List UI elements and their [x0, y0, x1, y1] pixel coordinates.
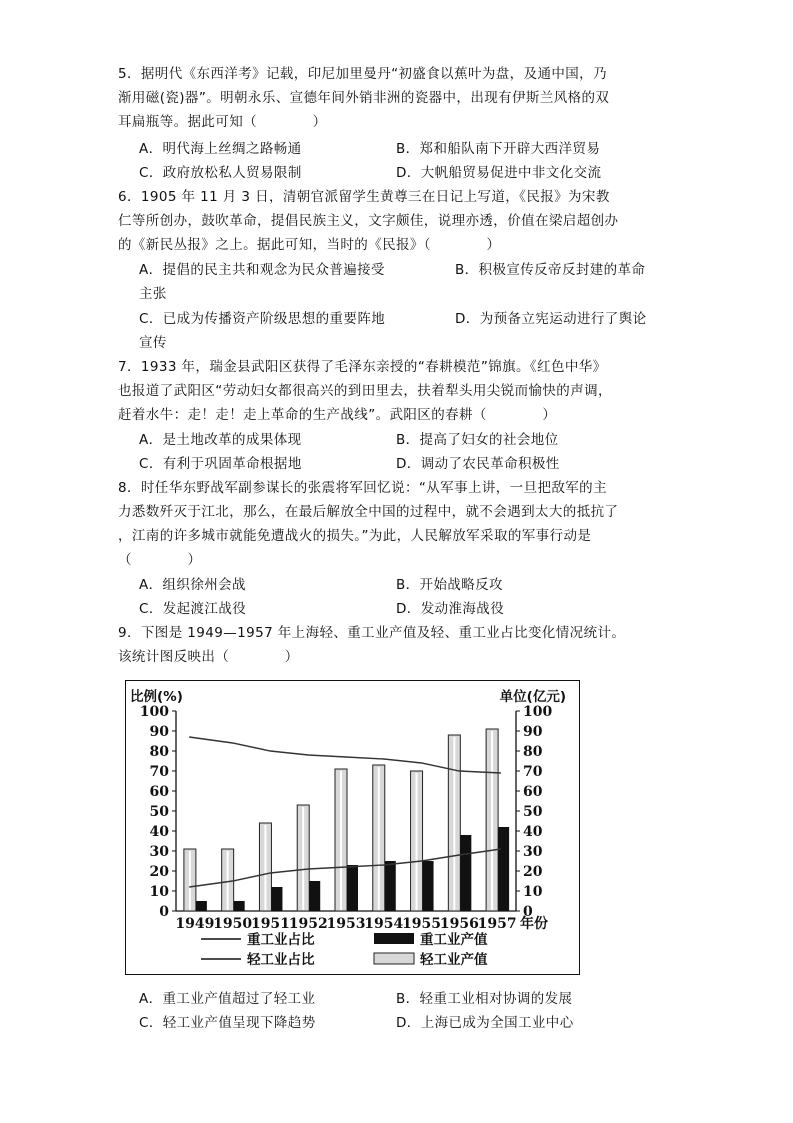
- left-tick-label: 40: [149, 824, 169, 840]
- q7-line-3: 赶着水牛：走！走！走上革命的生产战线”。武阳区的春耕（ ）: [118, 407, 557, 423]
- q7-option-d[interactable]: D．调动了农民革命积极性: [396, 456, 560, 472]
- q5-option-b[interactable]: B．郑和船队南下开辟大西洋贸易: [396, 141, 601, 157]
- right-tick-label: 30: [523, 844, 543, 860]
- heavy-industry-bar-1956: [460, 835, 471, 911]
- q8-option-d[interactable]: D．发动淮海战役: [396, 601, 505, 617]
- heavy-industry-bar-1957: [498, 827, 509, 911]
- right-tick-label: 80: [523, 744, 543, 760]
- heavy-industry-bar-1954: [385, 861, 396, 911]
- legend-light-bar-swatch: [374, 953, 414, 964]
- q9-option-a[interactable]: A．重工业产值超过了轻工业: [139, 991, 316, 1007]
- legend-dark-bar-swatch: [374, 933, 414, 944]
- q6-option-b[interactable]: B．积极宣传反帝反封建的革命: [455, 262, 646, 278]
- question-6-stem: [118, 185, 678, 257]
- left-axis-ticks: [140, 704, 176, 920]
- left-tick-label: 80: [149, 744, 169, 760]
- heavy-industry-bar-1955: [423, 861, 434, 911]
- right-axis-ticks: [516, 704, 552, 920]
- q6-options-row-1: [139, 258, 669, 302]
- x-tick-label: 1950: [213, 916, 253, 932]
- legend-label: 轻工业产值: [420, 952, 488, 968]
- left-axis-label: 比例(%): [130, 689, 183, 705]
- chart-legend: [201, 931, 488, 968]
- left-tick-label: 20: [149, 864, 169, 880]
- q8-option-b[interactable]: B．开始战略反攻: [396, 577, 503, 593]
- q8-option-a[interactable]: A．组织徐州会战: [139, 577, 246, 593]
- right-tick-label: 60: [523, 784, 543, 800]
- right-tick-label: 0: [523, 904, 533, 920]
- left-tick-label: 10: [149, 884, 169, 900]
- heavy-industry-bar-1951: [271, 887, 282, 911]
- left-tick-label: 60: [149, 784, 169, 800]
- x-tick-labels: [175, 916, 516, 932]
- left-tick-label: 30: [149, 844, 169, 860]
- question-5-stem: [118, 62, 678, 134]
- q9-line-2: 该统计图反映出（ ）: [118, 649, 299, 665]
- x-tick-label: 1955: [402, 916, 442, 932]
- q5-option-a[interactable]: A．明代海上丝绸之路畅通: [139, 141, 302, 157]
- left-tick-label: 50: [149, 804, 169, 820]
- left-tick-label: 70: [149, 764, 169, 780]
- q8-line-1: 8．时任华东野战军副参谋长的张震将军回忆说：“从军事上讲，一旦把敌军的主: [118, 480, 607, 496]
- q9-option-d[interactable]: D．上海已成为全国工业中心: [396, 1015, 574, 1031]
- q6-options-row-2: [139, 307, 669, 351]
- q9-line-1: 9．下图是 1949—1957 年上海轻、重工业产值及轻、重工业占比变化情况统计。: [118, 625, 626, 641]
- bar-series: [184, 729, 509, 911]
- q8-line-3: ，江南的许多城市就能免遭战火的损失。”为此，人民解放军采取的军事行动是: [118, 528, 592, 544]
- q9-option-c[interactable]: C．轻工业产值呈现下降趋势: [139, 1015, 316, 1031]
- q6-line-1: 6．1905 年 11 月 3 日，清朝官派留学生黄尊三在日记上写道，《民报》为宋教: [118, 189, 610, 205]
- q5-line-1: 5．据明代《东西洋考》记载，印尼加里曼丹“初盛食以蕉叶为盘，及通中国，乃: [118, 66, 607, 82]
- x-unit-label: 年份: [520, 916, 548, 932]
- right-tick-label: 90: [523, 724, 543, 740]
- left-tick-label: 0: [159, 904, 169, 920]
- legend-label: 轻工业占比: [247, 952, 315, 968]
- q6-option-d-continued[interactable]: 宣传: [139, 335, 167, 351]
- q6-line-2: 仁等所创办，鼓吹革命，提倡民族主义，文字颇佳，说理亦透，价值在梁启超创办: [118, 213, 619, 229]
- q7-option-b[interactable]: B．提高了妇女的社会地位: [396, 432, 559, 448]
- right-tick-label: 20: [523, 864, 543, 880]
- q8-line-4: （ ）: [118, 552, 202, 568]
- heavy-industry-bar-1952: [309, 881, 320, 911]
- q5-line-3: 耳扁瓶等。据此可知（ ）: [118, 114, 327, 130]
- q6-option-a[interactable]: A．提倡的民主共和观念为民众普遍接受: [139, 262, 385, 278]
- right-tick-label: 10: [523, 884, 543, 900]
- legend-label: 重工业占比: [247, 932, 315, 948]
- x-tick-label: 1954: [364, 916, 404, 932]
- left-tick-label: 90: [149, 724, 169, 740]
- q6-option-d[interactable]: D．为预备立宪运动进行了舆论: [455, 311, 647, 327]
- x-tick-label: 1952: [288, 916, 328, 932]
- heavy-industry-bar-1949: [196, 901, 207, 911]
- legend-label: 重工业产值: [420, 932, 488, 948]
- q6-line-3: 的《新民丛报》之上。据此可知，当时的《民报》（ ）: [118, 237, 501, 253]
- q7-line-1: 7．1933 年，瑞金县武阳区获得了毛泽东亲授的“春耕模范”锦旗。《红色中华》: [118, 359, 607, 375]
- x-tick-label: 1953: [326, 916, 366, 932]
- q7-option-a[interactable]: A．是土地改革的成果体现: [139, 432, 302, 448]
- x-tick-label: 1949: [175, 916, 215, 932]
- left-tick-label: 100: [139, 704, 169, 720]
- q5-option-d[interactable]: D．大帆船贸易促进中非文化交流: [396, 165, 602, 181]
- question-9-stem: [118, 621, 678, 669]
- q5-line-2: 渐用磁(瓷)器”。明朝永乐、宣德年间外销非洲的瓷器中，出现有伊斯兰风格的双: [118, 90, 610, 106]
- right-axis-label: 单位(亿元): [499, 689, 566, 705]
- question-8-stem: [118, 476, 678, 572]
- chart-svg: [126, 681, 579, 974]
- q6-option-b-continued[interactable]: 主张: [139, 286, 167, 302]
- q6-option-c[interactable]: C．已成为传播资产阶级思想的重要阵地: [139, 311, 386, 327]
- heavy-industry-bar-1950: [234, 901, 245, 911]
- x-tick-label: 1957: [477, 916, 517, 932]
- right-tick-label: 70: [523, 764, 543, 780]
- x-tick-label: 1951: [250, 916, 290, 932]
- q7-line-2: 也报道了武阳区“劳动妇女都很高兴的到田里去，扶着犁头用尖锐而愉快的声调，: [118, 383, 612, 399]
- q7-option-c[interactable]: C．有利于巩固革命根据地: [139, 456, 302, 472]
- q5-option-c[interactable]: C．政府放松私人贸易限制: [139, 165, 302, 181]
- x-tick-label: 1956: [439, 916, 479, 932]
- question-7-stem: [118, 355, 678, 427]
- q8-option-c[interactable]: C．发起渡江战役: [139, 601, 247, 617]
- right-tick-label: 50: [523, 804, 543, 820]
- q9-option-b[interactable]: B．轻重工业相对协调的发展: [396, 991, 573, 1007]
- q8-line-2: 力悉数歼灭于江北，那么，在最后解放全中国的过程中，就不会遇到太大的抵抗了: [118, 504, 619, 520]
- heavy-industry-bar-1953: [347, 865, 358, 911]
- industry-chart: [125, 680, 580, 975]
- right-tick-label: 100: [523, 704, 553, 720]
- right-tick-label: 40: [523, 824, 543, 840]
